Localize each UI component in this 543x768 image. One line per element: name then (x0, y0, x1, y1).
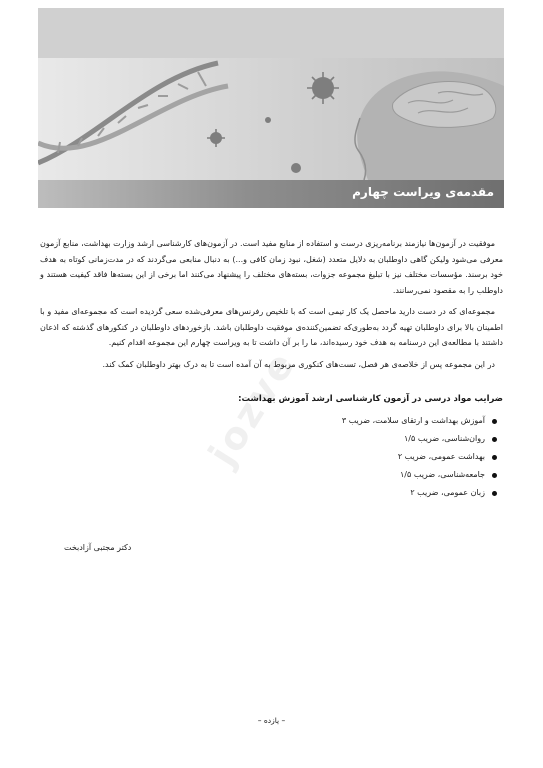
bullet-icon (492, 491, 497, 496)
dna-virus-brain-illustration (38, 58, 504, 180)
bullet-icon (492, 455, 497, 460)
bullet-icon (492, 437, 497, 442)
list-item (40, 430, 497, 448)
banner-illustration (38, 58, 504, 180)
coefficient-label: روان‌شناسی، ضریب ۱/۵ (403, 433, 485, 443)
paragraph-2: مجموعه‌ای که در دست دارید ماحصل یک کار تیمی است که با تلخیص رفرنس‌های معرفی‌شده سعی گردیده است که مجموعه‌ای مفید و با اطمینان بالا برای داوطلبان تهیه گردد به‌طوری‌که تضمین‌کننده‌ی موفقیت داوطلبان باشد. بازخوردهای داوطلبان در کنکورهای گذشته که اذعان داشتند با مطالعه‌ی این درسنامه به هدف خود رسیده‌اند، ما را بر آن داشت تا به ویراست چهارم این مجموعه اقدام کنیم. (40, 307, 503, 347)
list-item (40, 448, 497, 466)
watermark: jozve (200, 342, 305, 474)
coefficient-label: زبان عمومی، ضریب ۲ (410, 487, 485, 497)
header-graphic (38, 8, 504, 208)
list-item (40, 412, 497, 430)
coefficients-list (40, 412, 503, 502)
bullet-icon (492, 473, 497, 478)
author-signature: دکتر مجتبی آزادبخت (64, 543, 132, 552)
chapter-title: مقدمه‌ی ویراست چهارم (352, 185, 494, 199)
page-number: – یازده – (257, 716, 286, 725)
paragraph-3: در این مجموعه پس از خلاصه‌ی هر فصل، تست‌های کنکوری مربوط به آن آمده است تا به درک بهتر داوطلبان کمک کند. (102, 359, 495, 369)
coefficient-label: بهداشت عمومی، ضریب ۲ (397, 451, 485, 461)
header-gray-band (38, 8, 504, 58)
main-content (40, 236, 503, 502)
coefficients-heading: ضرایب مواد درسی در آزمون کارشناسی ارشد آموزش بهداشت: (238, 394, 503, 404)
list-item (40, 466, 497, 484)
list-item (40, 484, 497, 502)
paragraph-1: موفقیت در آزمون‌ها نیازمند برنامه‌ریزی درست و استفاده از منابع مفید است. در آزمون‌های کارشناسی ارشد وزارت بهداشت، منابع آزمون معرفی می‌شود ولیکن گاهی داوطلبان به دلایل متعدد (شغل، نبود زمان کافی و...) به دنبال منابعی می‌گردند که در مدت‌زمانی کوتاه به هدف خود برسند. مؤسسات مختلف نیز با تبلیغ مجموعه جزوات، بسته‌های مختلف را پیشنهاد می‌کنند اما برخی از این بسته‌ها فاقد کیفیت هستند و داوطلب را به مقصود نمی‌رسانند. (40, 239, 503, 295)
bullet-icon (492, 419, 497, 424)
coefficient-label: جامعه‌شناسی، ضریب ۱/۵ (400, 469, 485, 479)
chapter-title-bar (38, 180, 504, 208)
coefficient-label: آموزش بهداشت و ارتقای سلامت، ضریب ۳ (341, 415, 485, 425)
